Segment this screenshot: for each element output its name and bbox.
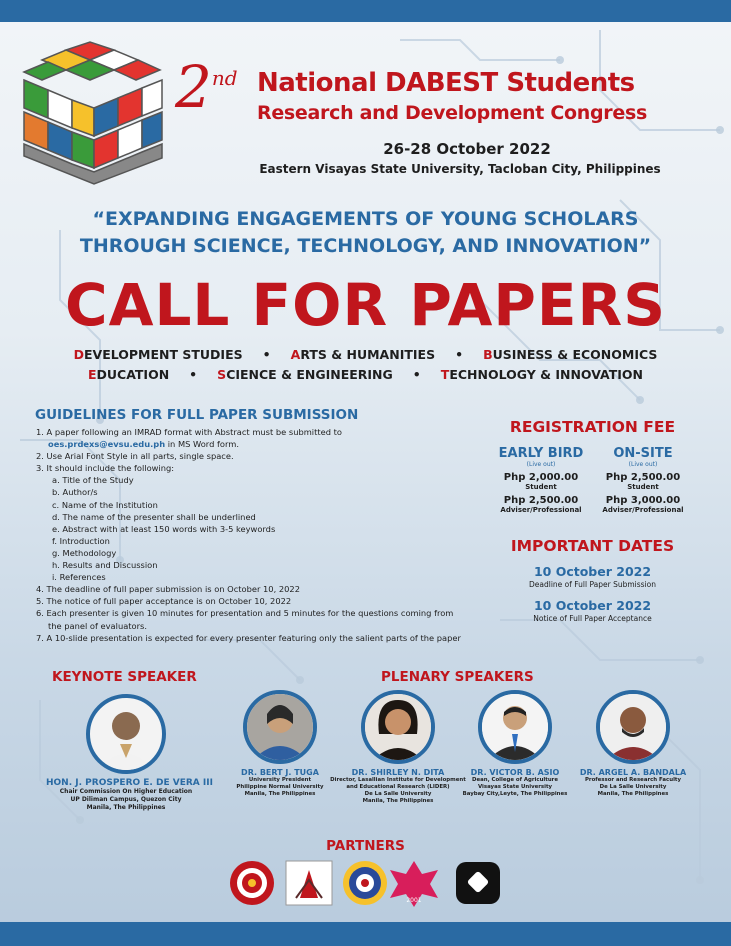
topics-row1 [0, 347, 731, 362]
fee-label-adviser: Adviser/Professional [602, 506, 684, 514]
chain-link-logo-icon [456, 862, 500, 904]
topic-arts: ARTS & HUMANITIES [290, 347, 436, 362]
bottom-bar [0, 922, 731, 946]
evsu-seal-icon [230, 861, 274, 905]
speaker-desc: Manila, The Philippines [86, 804, 166, 811]
guideline-subitem: i. References [52, 572, 106, 583]
fee-heading: ON-SITE [613, 446, 673, 461]
fee-on-site [588, 446, 698, 514]
fee-label-adviser: Adviser/Professional [500, 506, 582, 514]
fee-price-student: Php 2,500.00 [605, 472, 681, 483]
speaker-desc: Chair Commission On Higher Education [59, 788, 193, 795]
partners-title: PARTNERS [326, 838, 405, 854]
speaker-desc: Dean, College of Agriculture [471, 777, 558, 783]
speaker-name: DR. SHIRLEY N. DITA [351, 768, 445, 777]
speaker-desc: Visayas State University [477, 784, 553, 790]
fee-early-bird [486, 446, 596, 514]
avatar [361, 690, 435, 764]
theme-line1: “EXPANDING ENGAGEMENTS OF YOUNG SCHOLARS [92, 208, 639, 230]
speaker-desc: Professor and Research Faculty [584, 777, 682, 783]
keynote-speaker [46, 694, 213, 812]
plenary-title: PLENARY SPEAKERS [381, 669, 534, 685]
guideline-item: 1. A paper following an IMRAD format with Abstract must be submitted to [36, 427, 342, 437]
guideline-subitem: d. The name of the presenter shall be underlined [52, 511, 256, 522]
guideline-subitem: h. Results and Discussion [52, 560, 158, 571]
event-date: 26-28 October 2022 [383, 140, 551, 158]
guideline-item: 6. Each presenter is given 10 minutes for presentation and 5 minutes for the questions coming from [36, 608, 454, 619]
guideline-subitem: c. Name of the Institution [52, 499, 158, 510]
fee-note: (Live out) [526, 461, 556, 468]
fee-price-adviser: Php 3,000.00 [605, 495, 681, 506]
bullet-separator: • [412, 367, 421, 382]
topic-technology: TECHNOLOGY & INNOVATION [440, 367, 644, 382]
avatar [243, 690, 317, 764]
fee-note: (Live out) [628, 461, 658, 468]
guideline-item: 5. The notice of full paper acceptance is on October 10, 2022 [36, 596, 292, 607]
congress-title-line1: National DABEST Students [257, 68, 635, 98]
guideline-item: 2. Use Arial Font Style in all parts, single space. [36, 451, 234, 462]
guideline-subitem: a. Title of the Study [52, 475, 134, 486]
guideline-subitem: f. Introduction [52, 535, 110, 546]
speaker-desc: Manila, The Philippines [244, 791, 316, 797]
deadline-date: 10 October 2022 [533, 564, 652, 579]
guideline-subitem: b. Author/s [52, 487, 98, 498]
star-emblem-year: 2001 [406, 897, 422, 904]
speaker-desc: Manila, The Philippines [362, 798, 434, 804]
fee-label-student: Student [627, 483, 659, 491]
plenary-speaker [553, 690, 713, 798]
fee-price-student: Php 2,000.00 [503, 472, 579, 483]
avatar [596, 690, 670, 764]
deadline-label: Deadline of Full Paper Submission [528, 580, 657, 589]
speaker-name: DR. ARGEL A. BANDALA [579, 768, 687, 777]
speaker-desc: and Educational Research (LIDER) [346, 784, 450, 790]
speaker-desc: Baybay City,Leyte, The Philippines [462, 791, 568, 797]
keynote-title: KEYNOTE SPEAKER [52, 669, 197, 685]
speaker-desc: University President [248, 777, 312, 783]
guideline-item-cont: the panel of evaluators. [48, 620, 147, 631]
event-venue: Eastern Visayas State University, Tacloban City, Philippines [259, 162, 661, 176]
speaker-desc: De La Salle University [599, 784, 667, 790]
topics-row2 [0, 367, 731, 382]
guidelines-list [36, 426, 486, 644]
important-dates-title: IMPORTANT DATES [510, 537, 675, 555]
guidelines-title: GUIDELINES FOR FULL PAPER SUBMISSION [35, 407, 359, 423]
topic-education: EDUCATION [87, 367, 170, 382]
speaker-name: DR. BERT J. TUGA [241, 768, 319, 777]
guideline-item: 7. A 10-slide presentation is expected for every presenter featuring only the salient parts of the paper [36, 632, 461, 643]
avatar [86, 694, 166, 774]
guideline-subitem: e. Abstract with at least 150 words with 3-5 keywords [52, 523, 276, 534]
partner-logos [0, 858, 731, 908]
speaker-desc: Manila, The Philippines [597, 791, 669, 797]
acceptance-date: 10 October 2022 [533, 598, 652, 613]
speaker-desc: Philippine Normal University [236, 784, 324, 790]
speaker-desc: De La Salle University [364, 791, 432, 797]
ched-seal-icon [343, 861, 387, 905]
school-emblem-icon [286, 861, 332, 905]
star-emblem-icon [390, 861, 438, 907]
speaker-name: DR. VICTOR B. ASIO [470, 768, 560, 777]
fee-heading: EARLY BIRD [498, 446, 584, 461]
topic-development: DEVELOPMENT STUDIES [73, 347, 243, 362]
speaker-desc: Director, Lasallian Institute for Development [330, 777, 466, 783]
topic-business: BUSINESS & ECONOMICS [483, 347, 658, 362]
topic-science: SCIENCE & ENGINEERING [217, 367, 393, 382]
registration-title: REGISTRATION FEE [509, 418, 676, 436]
call-for-papers-heading: CALL FOR PAPERS [65, 271, 666, 339]
edition-ordinal: 2nd [175, 53, 238, 121]
speaker-name: HON. J. PROSPERO E. DE VERA III [46, 778, 213, 788]
bullet-separator: • [262, 347, 271, 362]
guideline-item: 4. The deadline of full paper submission is on October 10, 2022 [36, 584, 300, 595]
guideline-subitem: g. Methodology [52, 547, 117, 558]
theme-line2: THROUGH SCIENCE, TECHNOLOGY, AND INNOVATION” [79, 235, 652, 257]
fee-price-adviser: Php 2,500.00 [503, 495, 579, 506]
congress-title-line2: Research and Development Congress [257, 102, 647, 124]
fee-label-student: Student [525, 483, 557, 491]
speaker-desc: UP Diliman Campus, Quezon City [70, 796, 182, 803]
guideline-item-cont: oes.prdexs@evsu.edu.ph in MS Word form. [48, 439, 239, 450]
guideline-item: 3. It should include the following: [36, 463, 175, 474]
acceptance-label: Notice of Full Paper Acceptance [533, 614, 652, 623]
submission-email-link[interactable]: oes.prdexs@evsu.edu.ph [48, 439, 166, 450]
avatar [478, 690, 552, 764]
theme [0, 206, 731, 260]
bullet-separator: • [455, 347, 464, 362]
bullet-separator: • [189, 367, 198, 382]
cube-logo-icon [18, 38, 168, 188]
